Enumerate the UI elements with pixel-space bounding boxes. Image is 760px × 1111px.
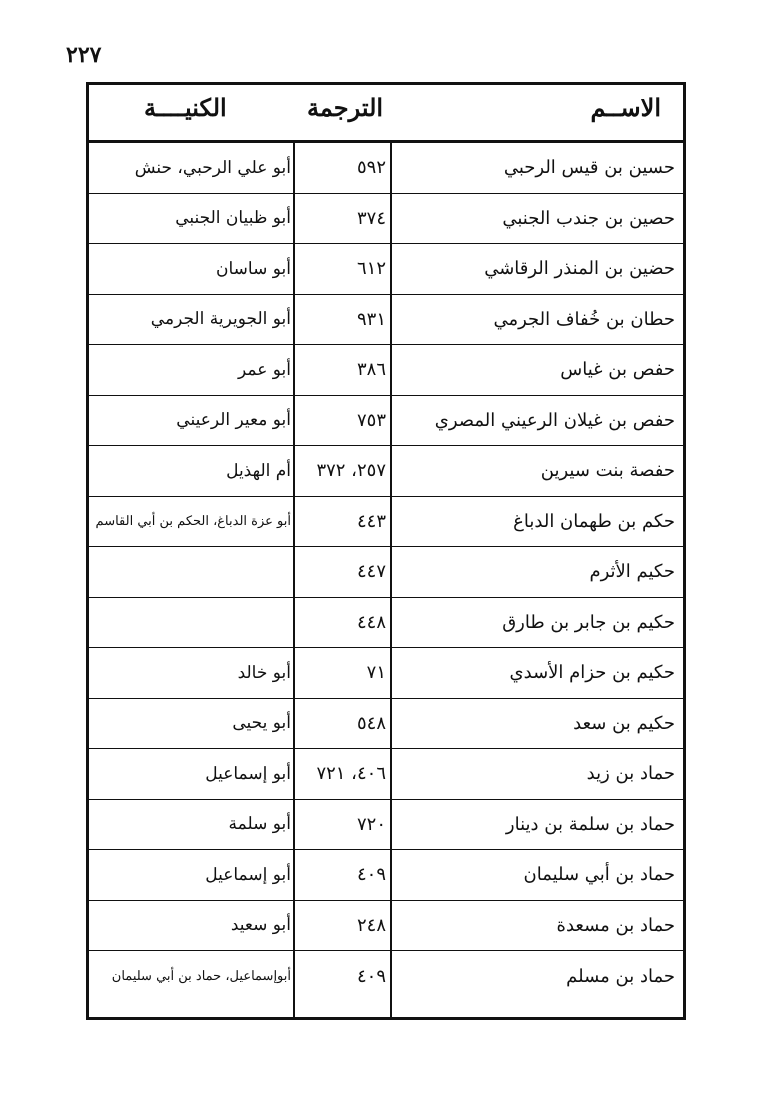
table-row [89,951,683,1002]
cell-kunya: أبو إسماعيل [205,763,291,784]
cell-kunya: أبو معير الرعيني [176,410,291,431]
cell-name: حماد بن أبي سليمان [523,864,675,886]
cell-tarjama: ٤٤٨ [356,611,386,633]
table-row [89,800,683,851]
cell-name: حماد بن مسعدة [556,914,675,936]
cell-name: حماد بن مسلم [566,965,675,987]
cell-name: حماد بن سلمة بن دينار [505,813,675,835]
table-row [89,295,683,346]
cell-tarjama: ٢٤٨ [356,914,386,936]
cell-name: حفصة بنت سيرين [540,460,675,482]
table-row [89,598,683,649]
cell-name: حكيم الأثرم [589,561,675,583]
cell-tarjama: ٧١ [366,662,386,684]
header-tarjama: الترجمة [307,93,384,122]
table-row [89,244,683,295]
page-number: ٢٢٧ [66,42,102,68]
cell-name: حضين بن المنذر الرقاشي [484,258,675,280]
cell-kunya [93,547,291,597]
cell-tarjama: ٥٤٨ [356,712,386,734]
cell-tarjama: ٢٥٧، ٣٧٢ [316,460,386,482]
cell-kunya: أبو ساسان [216,258,291,279]
cell-kunya: أبو سعيد [230,915,291,936]
cell-tarjama: ٧٢٠ [356,813,386,835]
cell-name: حفص بن غيلان الرعيني المصري [434,409,675,431]
table-header [89,85,683,143]
table-body [89,143,683,1002]
header-name: الاســم [590,93,661,122]
cell-kunya: أبو الجويرية الجرمي [150,309,291,330]
cell-kunya: أبو خالد [237,662,291,683]
cell-kunya: أبو عزة الدباغ، الحكم بن أبي القاسم [95,513,291,529]
cell-name: حصين بن جندب الجنبي [502,207,675,229]
cell-name: حسين بن قيس الرحبي [503,157,675,179]
table-row [89,850,683,901]
cell-tarjama: ٤٠٩ [356,965,386,987]
table-row [89,648,683,699]
cell-tarjama: ٤٤٧ [356,561,386,583]
table-row [89,143,683,194]
cell-tarjama: ٤٠٩ [356,864,386,886]
cell-tarjama: ٣٧٤ [356,207,386,229]
cell-kunya: أبو يحيى [232,713,291,734]
cell-kunya: أبو عمر [238,359,291,380]
cell-name: حكيم بن حزام الأسدي [509,662,675,684]
cell-kunya: أبو علي الرحبي، حنش [134,157,291,178]
table-row [89,749,683,800]
table-row [89,396,683,447]
cell-kunya [93,598,291,648]
table-row [89,497,683,548]
cell-tarjama: ٤٠٦، ٧٢١ [316,763,386,785]
table-row [89,345,683,396]
cell-tarjama: ٤٤٣ [356,510,386,532]
cell-name: حفص بن غياس [560,359,675,381]
table-row [89,901,683,952]
cell-name: حكيم بن سعد [573,712,675,734]
cell-tarjama: ٦١٢ [356,258,386,280]
cell-kunya: أم الهذيل [226,460,291,481]
cell-tarjama: ٩٣١ [356,308,386,330]
cell-name: حماد بن زيد [586,763,675,785]
cell-tarjama: ٣٨٦ [356,359,386,381]
table-row [89,446,683,497]
cell-kunya: أبو ظبيان الجنبي [175,208,291,229]
table-row [89,547,683,598]
names-table [86,82,686,1020]
cell-tarjama: ٧٥٣ [356,409,386,431]
table-row [89,699,683,750]
cell-name: حكيم بن جابر بن طارق [502,611,675,633]
cell-name: حطان بن خُفاف الجرمي [493,308,675,330]
cell-name: حكم بن طهمان الدباغ [513,510,675,532]
cell-kunya: أبو سلمة [228,814,291,835]
table-row [89,194,683,245]
cell-kunya: أبو إسماعيل [205,864,291,885]
header-kunya: الكنيــــة [144,93,227,122]
cell-tarjama: ٥٩٢ [356,157,386,179]
cell-kunya: أبوإسماعيل، حماد بن أبي سليمان [111,968,291,984]
